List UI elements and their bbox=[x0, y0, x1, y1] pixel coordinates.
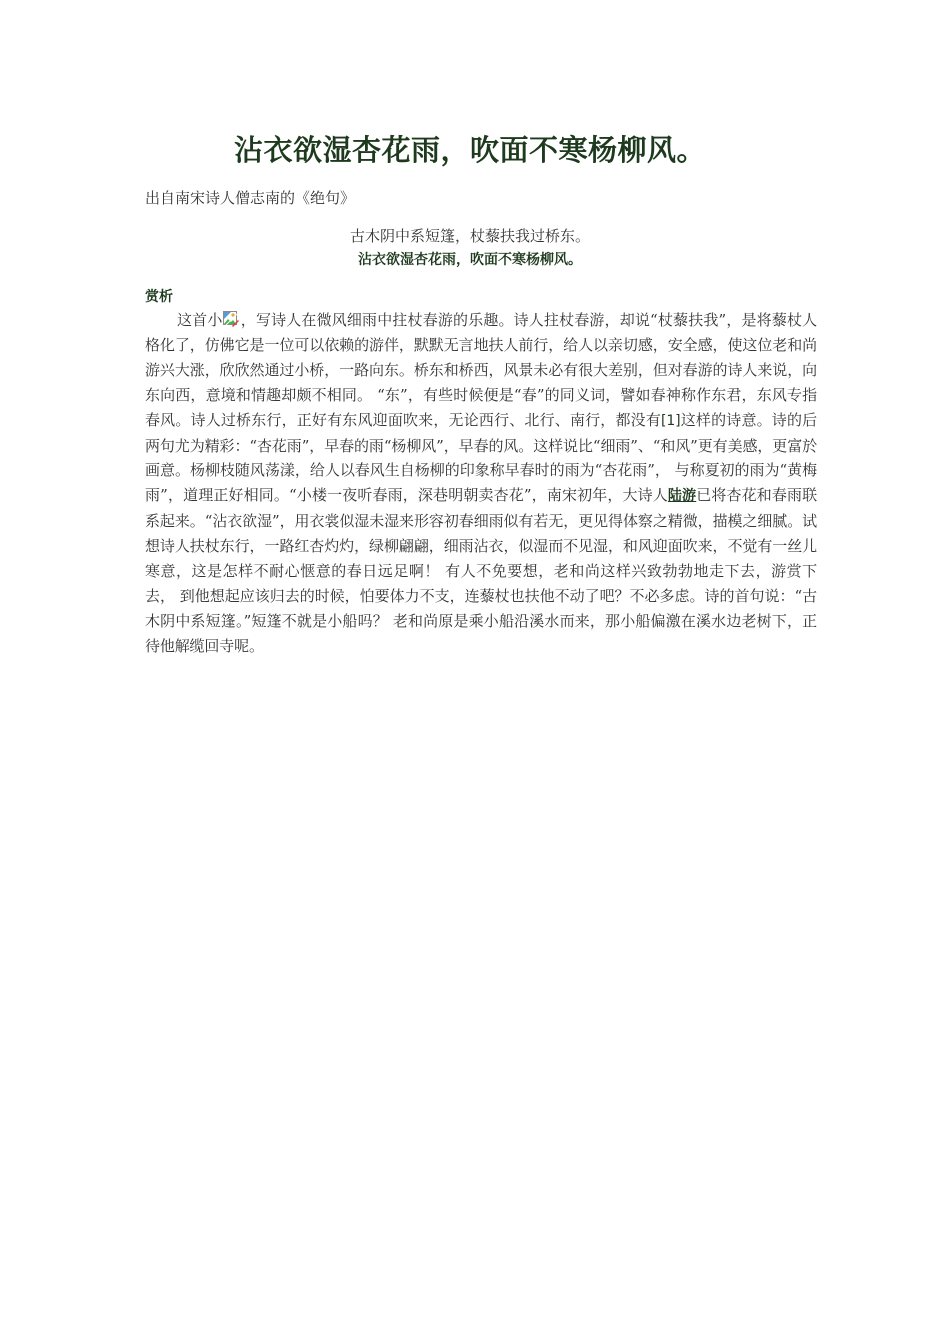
lu-you-link[interactable]: 陆游 bbox=[667, 488, 697, 505]
analysis-text-part1: ，写诗人在微风细雨中拄杖春游的乐趣。诗人拄杖春游，却说“杖藜扶我”，是将藜杖人格化了，仿佛它是一位可以依赖的游伴，默默无言地扶人前行，给人以亲切感，安全感，使这位老和尚 游兴大涨，欣欣然通过小桥，一路向东。桥东和桥西，风景未必有很大差别，但对春游的诗人来说，向东向西，意境和情趣却颇不相同。 “东”，有些时候便是“春”的同义词，譬如春神称作东君，东风专指春风。诗人过桥东行，正好有东风迎面吹来，无论西行、北行、南行，都没有 bbox=[145, 311, 817, 429]
page-title: 沾衣欲湿杏花雨，吹面不寒杨柳风。 bbox=[233, 133, 706, 167]
poem-line-2: 沾衣欲湿杏花雨，吹面不寒杨柳风。 bbox=[358, 252, 582, 268]
broken-image-icon bbox=[223, 310, 239, 326]
reference-marker[interactable]: [1] bbox=[661, 412, 681, 429]
analysis-heading: 赏析 bbox=[145, 289, 173, 305]
analysis-text-part2: 这样的诗意。诗的后两句尤为精彩：“杏花雨”，早春的雨“杨柳风”，早春的风。这样说比“细雨”、“和风”更有美感，更富於画意。杨柳枝随风荡漾，给人以春风生自杨柳的印象称早春时的雨为“杏花雨”， 与称夏初的雨为“黄梅雨”，道理正好相同。“小楼一夜听春雨，深巷明朝卖杏花”，南宋初年，大诗人 bbox=[145, 410, 817, 505]
source-line: 出自南宋诗人僧志南的《绝句》 bbox=[145, 189, 356, 207]
poem-line-1: 古木阴中系短篷，杖藜扶我过桥东。 bbox=[349, 227, 590, 245]
poem-block bbox=[145, 224, 795, 272]
analysis-text-intro: 这首小 bbox=[177, 311, 223, 329]
analysis-text-part3: 已将杏花和春雨联系起来。“沾衣欲湿”，用衣裳似湿未湿来形容初春细雨似有若无，更见得体察之精微，描模之细腻。试想诗人扶杖东行，一路红杏灼灼，绿柳翩翩，细雨沾衣，似湿而不见湿，和风迎面吹来，不觉有一丝儿寒意，这是怎样不耐心惬意的春日远足啊！ 有人不免要想，老和尚这样兴致勃勃地走下去，游赏下去， 到他想起应该归去的时候，怕要体力不支，连藜杖也扶他不动了吧？不必多虑。诗的首句说：“古木阴中系短篷。”短篷不就是小船吗？ 老和尚原是乘小船沿溪水而来，那小船偏激在溪水边老树下，正待他解缆回寺呢。 bbox=[145, 486, 818, 655]
analysis-paragraph bbox=[145, 308, 817, 659]
